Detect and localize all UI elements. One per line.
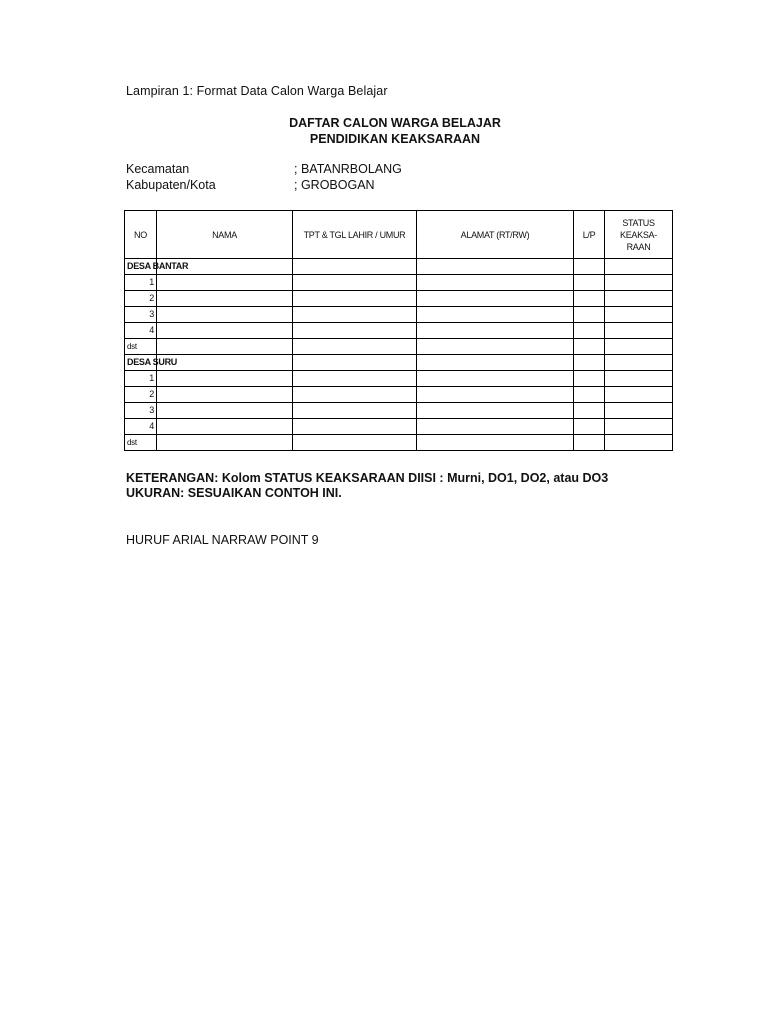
header-status-line-1: STATUS [622,217,655,228]
cell-lp [574,339,605,355]
cell-alamat [417,419,574,435]
header-status-line-3: RAAN [626,241,651,252]
cell-alamat [417,371,574,387]
cell-nama [157,435,293,451]
table-row [125,339,673,355]
table-body [125,259,673,451]
row-number: 3 [125,403,157,419]
header-status-keaksaraan [605,211,673,259]
document-title [230,115,560,147]
cell-alamat [417,259,574,275]
meta-value: ; GROBOGAN [294,178,375,192]
row-number: 2 [125,387,157,403]
cell-nama [157,419,293,435]
notes-line-ukuran: UKURAN: SESUAIKAN CONTOH INI. [126,486,342,500]
table-row [125,435,673,451]
cell-status [605,419,673,435]
cell-nama [157,291,293,307]
font-instruction: HURUF ARIAL NARRAW POINT 9 [126,533,319,547]
cell-status [605,339,673,355]
cell-status [605,307,673,323]
table-row [125,275,673,291]
cell-alamat [417,435,574,451]
header-nama: NAMA [157,211,293,259]
cell-tpt [293,291,417,307]
cell-lp [574,355,605,371]
group-label: DESA SURU [125,355,157,371]
row-number: 2 [125,291,157,307]
cell-lp [574,419,605,435]
cell-lp [574,403,605,419]
cell-lp [574,291,605,307]
cell-nama [157,275,293,291]
cell-alamat [417,275,574,291]
cell-lp [574,259,605,275]
row-number: 1 [125,371,157,387]
cell-status [605,435,673,451]
cell-status [605,355,673,371]
table-row [125,323,673,339]
header-status-line-2: KEAKSA- [620,229,657,240]
cell-alamat [417,403,574,419]
cell-tpt [293,371,417,387]
cell-alamat [417,355,574,371]
cell-tpt [293,403,417,419]
cell-tpt [293,355,417,371]
row-number: 1 [125,275,157,291]
cell-lp [574,323,605,339]
cell-alamat [417,339,574,355]
cell-nama [157,387,293,403]
learner-data-table [124,210,673,451]
table-row [125,307,673,323]
meta-label: Kabupaten/Kota [126,178,216,192]
cell-status [605,291,673,307]
header-tpt-tgl-lahir: TPT & TGL LAHIR / UMUR [293,211,417,259]
table-row [125,387,673,403]
cell-tpt [293,435,417,451]
cell-alamat [417,323,574,339]
cell-lp [574,371,605,387]
meta-value: ; BATANRBOLANG [294,162,402,176]
cell-tpt [293,307,417,323]
cell-status [605,387,673,403]
cell-alamat [417,307,574,323]
title-line-2: PENDIDIKAN KEAKSARAAN [309,132,481,146]
cell-status [605,403,673,419]
row-number: 3 [125,307,157,323]
cell-lp [574,275,605,291]
group-label: DESA BANTAR [125,259,157,275]
cell-lp [574,435,605,451]
table-row [125,403,673,419]
cell-alamat [417,387,574,403]
cell-nama [157,323,293,339]
notes-line-keterangan: KETERANGAN: Kolom STATUS KEAKSARAAN DIISI : Murni, DO1, DO2, atau DO3 [126,471,609,485]
cell-lp [574,387,605,403]
group-row-desa-suru [125,355,673,371]
cell-tpt [293,323,417,339]
row-number: 4 [125,323,157,339]
title-line-1: DAFTAR CALON WARGA BELAJAR [289,116,501,130]
table-row [125,371,673,387]
table-row [125,419,673,435]
group-row-desa-bantar [125,259,673,275]
cell-status [605,323,673,339]
cell-tpt [293,259,417,275]
row-number-dst: dst [125,435,157,451]
cell-tpt [293,275,417,291]
cell-nama [157,307,293,323]
cell-nama [157,371,293,387]
cell-nama [157,403,293,419]
cell-status [605,259,673,275]
table-row [125,291,673,307]
cell-tpt [293,419,417,435]
table-header-row [125,211,673,259]
cell-status [605,371,673,387]
cell-tpt [293,339,417,355]
notes-block [126,471,608,501]
location-info [126,161,402,193]
row-number: 4 [125,419,157,435]
header-no: NO [125,211,157,259]
cell-lp [574,307,605,323]
row-number-dst: dst [125,339,157,355]
meta-row-kecamatan [126,161,402,177]
cell-status [605,275,673,291]
header-lp: L/P [574,211,605,259]
header-alamat: ALAMAT (RT/RW) [417,211,574,259]
cell-nama [157,339,293,355]
cell-alamat [417,291,574,307]
attachment-caption: Lampiran 1: Format Data Calon Warga Belajar [126,84,388,98]
cell-tpt [293,387,417,403]
meta-row-kabupaten [126,177,402,193]
meta-label: Kecamatan [126,162,190,176]
